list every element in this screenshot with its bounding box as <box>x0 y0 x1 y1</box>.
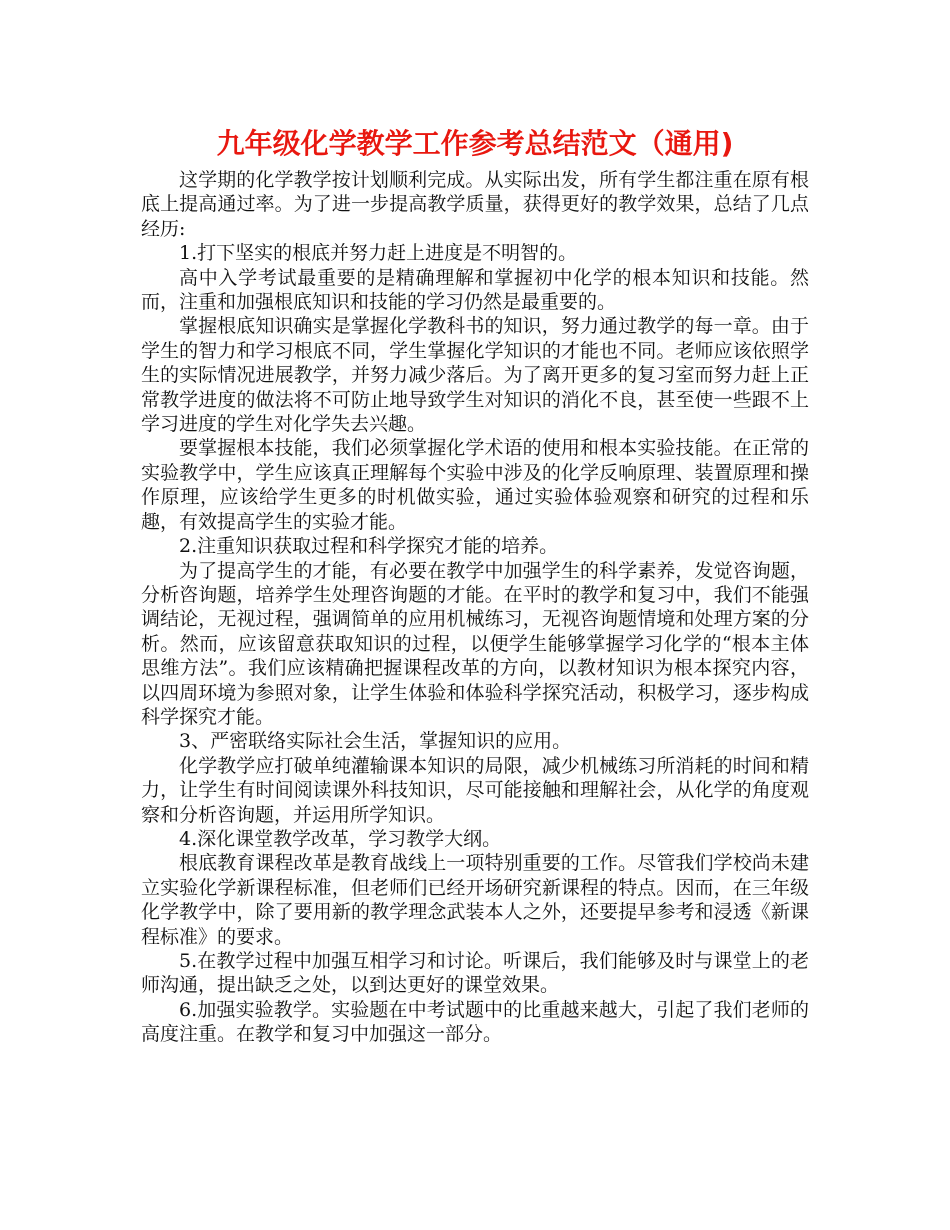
document-title: 九年级化学教学工作参考总结范文（通用) <box>216 127 734 160</box>
paragraph-point-6: 6.加强实验教学。实验题在中考试题中的比重越来越大，引起了我们老师的高度注重。在教学和复习中加强这一部分。 <box>141 998 809 1046</box>
paragraph-point-1-c: 要掌握根本技能，我们必须掌握化学术语的使用和根本实验技能。在正常的实验教学中，学生应该真正理解每个实验中涉及的化学反响原理、装置原理和操作原理，应该给学生更多的时机做实验，通过实验体验观察和研究的过程和乐趣，有效提高学生的实验才能。 <box>141 437 809 533</box>
paragraph-point-3-heading: 3、严密联络实际社会生活，掌握知识的应用。 <box>179 730 572 753</box>
paragraph-intro: 这学期的化学教学按计划顺利完成。从实际出发，所有学生都注重在原有根底上提高通过率。为了进一步提高教学质量，获得更好的教学效果，总结了几点经历: <box>141 169 809 240</box>
paragraph-point-1-b: 掌握根底知识确实是掌握化学教科书的知识，努力通过教学的每一章。由于学生的智力和学习根底不同，学生掌握化学知识的才能也不同。老师应该依照学生的实际情况进展教学，并努力减少落后。为了离开更多的复习室而努力赶上正常教学进度的做法将不可防止地导致学生对知识的消化不良，甚至使一些跟不上学习进度的学生对化学失去兴趣。 <box>141 315 809 436</box>
paragraph-point-3-body: 化学教学应打破单纯灌输课本知识的局限，减少机械练习所消耗的时间和精力，让学生有时间阅读课外科技知识，尽可能接触和理解社会，从化学的角度观察和分析咨询题，并运用所学知识。 <box>141 754 809 826</box>
paragraph-point-2-heading: 2.注重知识获取过程和科学探究才能的培养。 <box>179 535 559 558</box>
document-body <box>141 168 809 1047</box>
paragraph-point-1-a: 高中入学考试最重要的是精确理解和掌握初中化学的根本知识和技能。然而，注重和加强根底知识和技能的学习仍然是最重要的。 <box>141 266 809 314</box>
paragraph-point-5: 5.在教学过程中加强互相学习和讨论。听课后，我们能够及时与课堂上的老师沟通，提出缺乏之处，以到达更好的课堂效果。 <box>141 950 809 997</box>
paragraph-point-1-heading: 1.打下坚实的根底并努力赶上进度是不明智的。 <box>179 242 578 265</box>
paragraph-point-4-heading: 4.深化课堂教学改革，学习教学大纲。 <box>179 827 502 850</box>
paragraph-point-2-body: 为了提高学生的才能，有必要在教学中加强学生的科学素养，发觉咨询题，分析咨询题，培养学生处理咨询题的才能。在平时的教学和复习中，我们不能强调结论，无视过程，强调简单的应用机械练习，无视咨询题情境和处理方案的分析。然而，应该留意获取知识的过程，以便学生能够掌握学习化学的“根本主体思维方法”。我们应该精确把握课程改革的方向，以教材知识为根本探究内容，以四周环境为参照对象，让学生体验和体验科学探究活动，积极学习，逐步构成科学探究才能。 <box>141 559 809 728</box>
paragraph-point-4-body: 根底教育课程改革是教育战线上一项特别重要的工作。尽管我们学校尚未建立实验化学新课程标准，但老师们已经开场研究新课程的特点。因而，在三年级化学教学中，除了要用新的教学理念武装本人之外，还要提早参考和浸透《新课程标准》的要求。 <box>141 852 809 948</box>
